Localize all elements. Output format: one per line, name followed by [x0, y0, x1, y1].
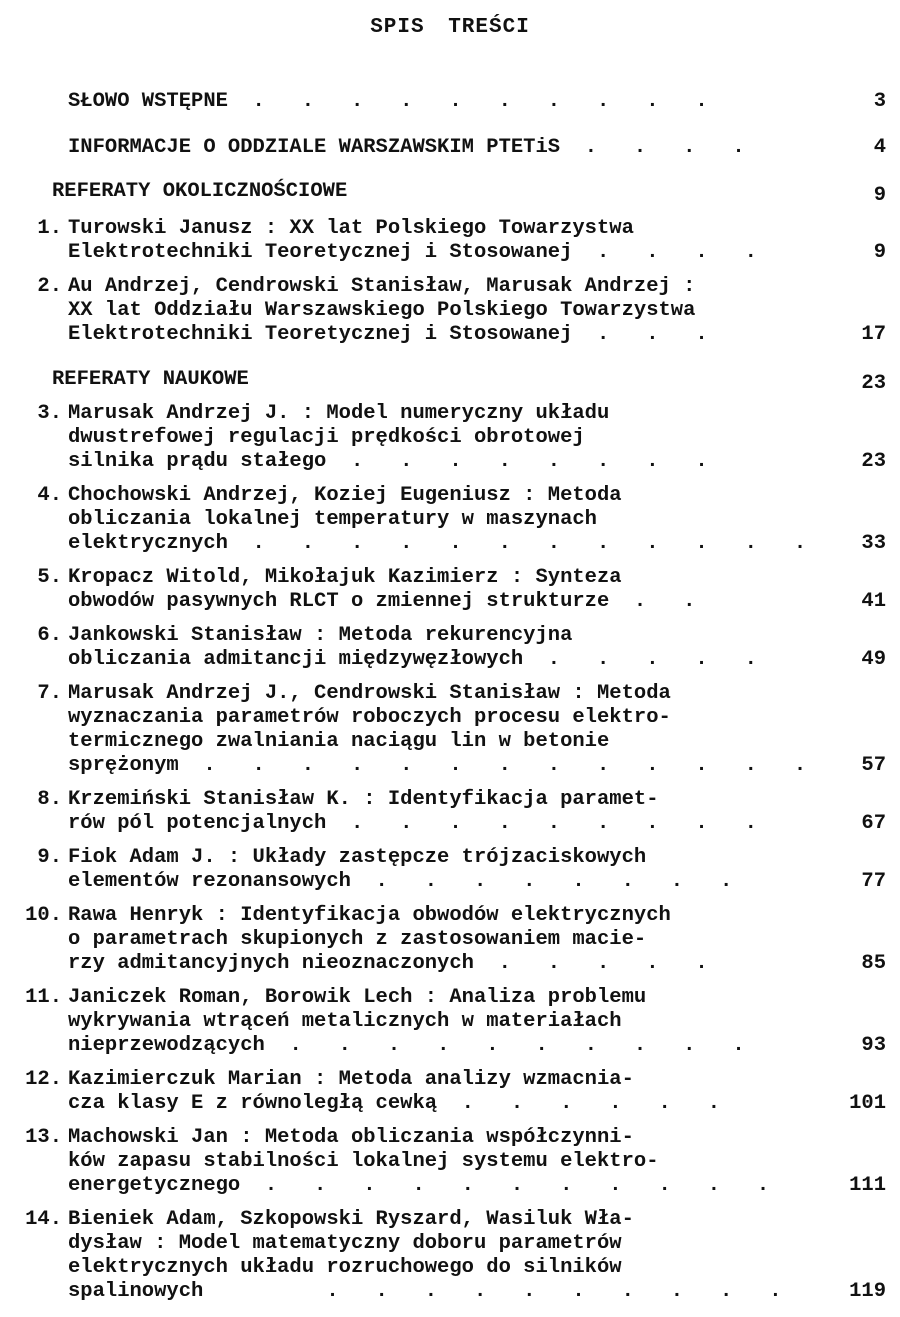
dot-leader: . . . . . . . . . .: [227, 90, 708, 113]
dot-leader: . . . . . . . . . . .: [240, 1174, 770, 1197]
front-matter-item: [68, 90, 708, 114]
entry-text: sprężonym: [68, 754, 179, 777]
entry-text: Bieniek Adam, Szkopowski Ryszard, Wasiluk Wła-: [68, 1208, 634, 1231]
entry-line: [68, 426, 585, 450]
section-heading: REFERATY NAUKOWE: [52, 368, 249, 391]
entry-text: Au Andrzej, Cendrowski Stanisław, Marusak Andrzej :: [68, 275, 696, 298]
entry-text: silnika prądu stałego: [68, 450, 327, 473]
entry-line: [68, 532, 806, 556]
page-number: 67: [861, 812, 886, 835]
entry-text: rzy admitancyjnych nieoznaczonych: [68, 952, 474, 975]
dot-leader: . . . . . . . .: [326, 450, 708, 473]
entry-line: [68, 682, 671, 706]
entry-text: obliczania lokalnej temperatury w maszynach: [68, 508, 597, 531]
entry-line: [68, 299, 695, 323]
entry-line: [68, 624, 572, 648]
dot-leader: . . . .: [560, 136, 745, 159]
page-number: 23: [861, 450, 886, 473]
entry-line: [68, 275, 695, 299]
entry-line: [68, 706, 671, 730]
entry-line: [68, 1232, 622, 1256]
entry-number: 5.: [37, 566, 62, 589]
entry-line: [68, 484, 622, 508]
entry-line: [68, 730, 609, 754]
entry-text: dwustrefowej regulacji prędkości obrotowej: [68, 426, 585, 449]
entry-text: Fiok Adam J. : Układy zastępcze trójzaciskowych: [68, 846, 647, 869]
entry-line: [68, 1208, 634, 1232]
entry-number: 13.: [25, 1126, 62, 1149]
entry-text: elektrycznych: [68, 532, 228, 555]
page-number: 9: [873, 241, 886, 264]
page-title: SPIS TREŚCI: [370, 16, 530, 39]
entry-line: [68, 1092, 720, 1116]
front-matter-title: SŁOWO WSTĘPNE: [68, 90, 228, 113]
dot-leader: . .: [609, 590, 696, 613]
page-number: 49: [861, 648, 886, 671]
entry-line: [68, 812, 757, 836]
entry-text: Rawa Henryk : Identyfikacja obwodów elektrycznych: [68, 904, 671, 927]
page-number: 23: [861, 372, 886, 395]
page-number: 85: [861, 952, 886, 975]
page-number: 119: [849, 1280, 886, 1303]
entry-text: spalinowych: [68, 1280, 204, 1303]
entry-line: [68, 788, 659, 812]
entry-text: Kropacz Witold, Mikołajuk Kazimierz : Synteza: [68, 566, 622, 589]
entry-text: Elektrotechniki Teoretycznej i Stosowanej: [68, 323, 573, 346]
entry-line: [68, 508, 597, 532]
page-number: 4: [873, 136, 886, 159]
dot-leader: . . . . . . . . . . . .: [227, 532, 807, 555]
dot-leader: . . .: [572, 323, 708, 346]
entry-number: 3.: [37, 402, 62, 425]
entry-line: [68, 986, 646, 1010]
dot-leader: . . . .: [572, 241, 757, 264]
page-number: 101: [849, 1092, 886, 1115]
entry-line: [68, 1126, 634, 1150]
entry-number: 9.: [37, 846, 62, 869]
entry-text: obwodów pasywnych RLCT o zmiennej strukturze: [68, 590, 610, 613]
entry-text: Marusak Andrzej J., Cendrowski Stanisław : Metoda: [68, 682, 671, 705]
dot-leader: . . . . . . . . . .: [264, 1034, 745, 1057]
entry-line: [68, 323, 708, 347]
entry-line: [68, 241, 757, 265]
entry-text: Krzemiński Stanisław K. : Identyfikacja paramet-: [68, 788, 659, 811]
dot-leader: . . . . . . . . .: [326, 812, 757, 835]
front-matter-item: [68, 136, 745, 160]
entry-text: o parametrach skupionych z zastosowaniem macie-: [68, 928, 647, 951]
entry-number: 11.: [25, 986, 62, 1009]
entry-number: 12.: [25, 1068, 62, 1091]
entry-line: [68, 402, 609, 426]
dot-leader: . . . . .: [473, 952, 708, 975]
entry-text: Elektrotechniki Teoretycznej i Stosowanej: [68, 241, 573, 264]
entry-number: 14.: [25, 1208, 62, 1231]
entry-text: wykrywania wtrąceń metalicznych w materiałach: [68, 1010, 622, 1033]
entry-line: [68, 1280, 782, 1304]
entry-number: 7.: [37, 682, 62, 705]
page-number: 17: [861, 323, 886, 346]
entry-line: [68, 1068, 634, 1092]
page-number: 57: [861, 754, 886, 777]
dot-leader: . . . . . .: [437, 1092, 721, 1115]
entry-line: [68, 904, 671, 928]
entry-number: 10.: [25, 904, 62, 927]
entry-number: 1.: [37, 217, 62, 240]
entry-line: [68, 590, 695, 614]
entry-text: obliczania admitancji międzywęzłowych: [68, 648, 524, 671]
entry-text: energetycznego: [68, 1174, 241, 1197]
entry-line: [68, 1174, 769, 1198]
entry-text: nieprzewodzących: [68, 1034, 265, 1057]
page-number: 41: [861, 590, 886, 613]
entry-line: [68, 217, 634, 241]
entry-line: [68, 450, 708, 474]
page-number: 93: [861, 1034, 886, 1057]
entry-text: Chochowski Andrzej, Koziej Eugeniusz : Metoda: [68, 484, 622, 507]
entry-line: [68, 1010, 622, 1034]
entry-line: [68, 754, 806, 778]
entry-line: [68, 952, 708, 976]
entry-text: Turowski Janusz : XX lat Polskiego Towarzystwa: [68, 217, 634, 240]
entry-line: [68, 1150, 659, 1174]
entry-number: 6.: [37, 624, 62, 647]
entry-text: dysław : Model matematyczny doboru parametrów: [68, 1232, 622, 1255]
entry-line: [68, 870, 732, 894]
entry-number: 2.: [37, 275, 62, 298]
entry-text: Kazimierczuk Marian : Metoda analizy wzmacnia-: [68, 1068, 634, 1091]
entry-text: ków zapasu stabilności lokalnej systemu elektro-: [68, 1150, 659, 1173]
dot-leader: . . . . . . . . . .: [203, 1280, 782, 1303]
front-matter-title: INFORMACJE O ODDZIALE WARSZAWSKIM PTETiS: [68, 136, 561, 159]
entry-text: elementów rezonansowych: [68, 870, 351, 893]
page-number: 3: [873, 90, 886, 113]
entry-text: termicznego zwalniania naciągu lin w betonie: [68, 730, 610, 753]
entry-line: [68, 1256, 622, 1280]
entry-line: [68, 648, 757, 672]
entry-text: cza klasy E z równoległą cewką: [68, 1092, 438, 1115]
entry-text: wyznaczania parametrów roboczych procesu elektro-: [68, 706, 671, 729]
entry-text: Machowski Jan : Metoda obliczania współczynni-: [68, 1126, 634, 1149]
entry-line: [68, 928, 646, 952]
entry-text: elektrycznych układu rozruchowego do silników: [68, 1256, 622, 1279]
entry-line: [68, 566, 622, 590]
entry-text: Marusak Andrzej J. : Model numeryczny układu: [68, 402, 610, 425]
entry-number: 8.: [37, 788, 62, 811]
dot-leader: . . . . . . . .: [350, 870, 733, 893]
entry-line: [68, 846, 646, 870]
page-number: 111: [849, 1174, 886, 1197]
entry-line: [68, 1034, 745, 1058]
entry-text: rów pól potencjalnych: [68, 812, 327, 835]
dot-leader: . . . . .: [523, 648, 757, 671]
page-number: 77: [861, 870, 886, 893]
entry-text: Jankowski Stanisław : Metoda rekurencyjna: [68, 624, 573, 647]
section-heading: REFERATY OKOLICZNOŚCIOWE: [52, 180, 348, 203]
entry-text: XX lat Oddziału Warszawskiego Polskiego Towarzystwa: [68, 299, 696, 322]
entry-number: 4.: [37, 484, 62, 507]
page-number: 33: [861, 532, 886, 555]
entry-text: Janiczek Roman, Borowik Lech : Analiza problemu: [68, 986, 647, 1009]
dot-leader: . . . . . . . . . . . . .: [178, 754, 807, 777]
page-number: 9: [873, 184, 886, 207]
